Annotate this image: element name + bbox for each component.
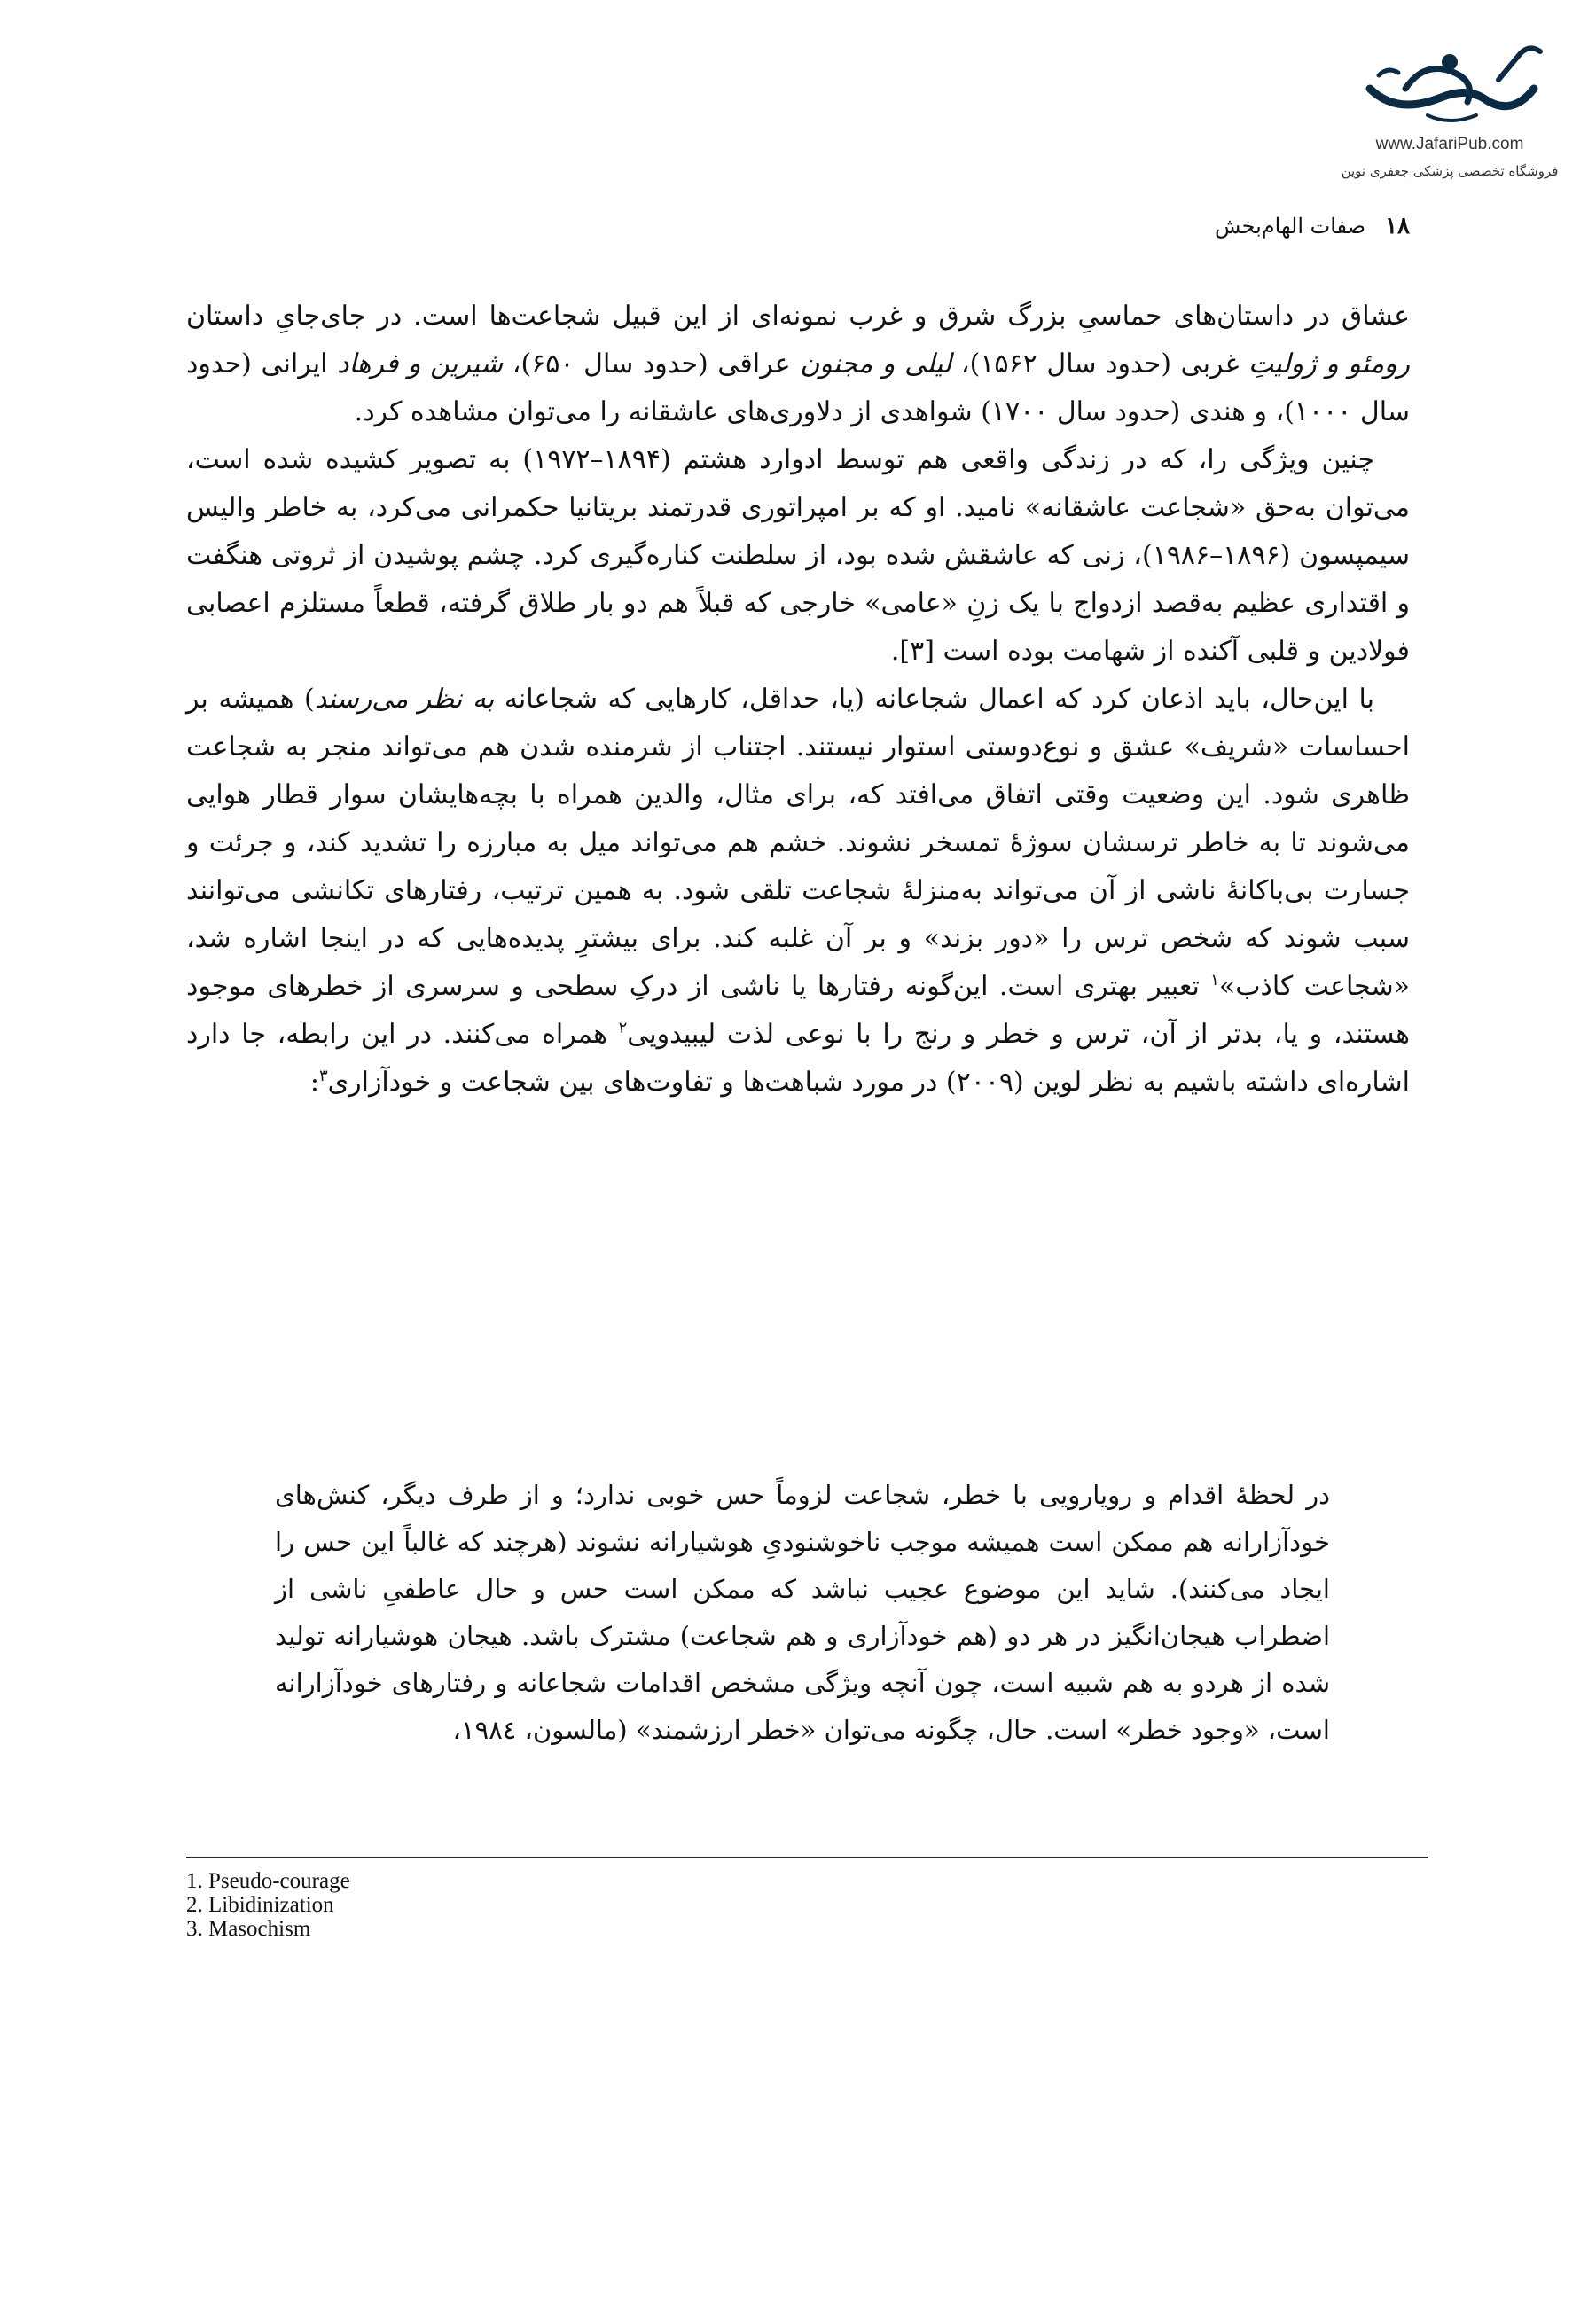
main-text (186, 293, 1410, 1107)
jafari-calligraphy-logo-icon (1343, 27, 1556, 133)
italic-title: رومئو و ژولیتِ (1248, 348, 1410, 379)
text-run: عشاق در داستان‌های حماسیِ بزرگ شرق و غرب نمونه‌ای از این قبیل شجاعت‌ها است. در جای‌جایِ داستان (186, 301, 1410, 332)
page-number: ۱۸ (1385, 213, 1410, 239)
italic-phrase: به نظر می‌رسند (314, 684, 495, 715)
publisher-website: www.JafariPub.com (1375, 135, 1524, 153)
publisher-logo (1334, 27, 1565, 195)
text-run: عراقی (حدود سال ۶۵۰)، (503, 348, 801, 379)
running-header (1215, 213, 1410, 239)
footnote-2: 2. Libidinization (186, 1893, 334, 1917)
block-quote: در لحظهٔ اقدام و رویارویی با خطر، شجاعت لزوماً حس خوبی ندارد؛ و از طرف دیگر، کنش‌های خودآزارانه هم ممکن است همیشه موجب ناخوشنودیِ هوشیارانه نشوند (هرچند که غالباً این حس را ایجاد می‌کنند). شاید این موضوع عجیب نباشد که ممکن است حس و حال عاطفیِ ناشی از اضطراب هیجان‌انگیز در هر دو (هم خودآزاری و هم شجاعت) مشترک باشد. هیجان هوشیارانه تولید شده از هردو به هم شبیه است، چون آنچه ویژگی مشخص اقدامات شجاعانه و رفتارهای خودآزارانه است، «وجود خطر» است. حال، چگونه می‌توان «خطر ارزشمند» (مالسون، ۱۹۸٤، (275, 1480, 1330, 1745)
footnote-1: 1. Pseudo-courage (186, 1869, 350, 1893)
paragraph-3 (186, 676, 1410, 1107)
book-title: صفات الهام‌بخش (1215, 214, 1366, 239)
text-run: تعبیر بهتری است. این‌گونه رفتارها یا ناشی از درکِ سطحی و سرسری از خطرهای موجود هستند، و یا، بدتر از آن، ترس و خطر و رنج را با نوعی لذت لیبیدویی (186, 971, 1410, 1050)
text-run: غربی (حدود سال ۱۵۶۲)، (951, 348, 1248, 379)
text-run: با این‌حال، باید اذعان کرد که اعمال شجاعانه (یا، حداقل، کارهایی که شجاعانه (494, 684, 1375, 715)
footnote-ref[interactable]: ۲ (618, 1019, 628, 1037)
footnote-divider (186, 1857, 1428, 1858)
footnotes (186, 1869, 350, 1941)
italic-title: لیلی و مجنون (800, 348, 952, 379)
publisher-store-name: فروشگاه تخصصی پزشکی جعفری نوین (1341, 163, 1559, 179)
italic-title: شیرین و فرهاد (337, 348, 504, 379)
text-run: ) همیشه بر احساسات «شریف» عشق و نوع‌دوستی استوار نیستند. اجتناب از شرمنده شدن هم می‌تواند منجر به شجاعت ظاهری شود. این وضعیت وقتی اتفاق می‌افتد که، برای مثال، والدین همراه با بچه‌هایشان سوار قطار هوایی می‌شوند تا به خاطر ترسشان سوژهٔ تمسخر نشوند. خشم هم می‌تواند میل به مبارزه را تشدید کند، و جرئت و جسارت بی‌باکانهٔ ناشی از آن می‌تواند به‌منزلهٔ شجاعت تلقی شود. به همین ترتیب، رفتارهای تکانشی می‌توانند سبب شوند که شخص ترس را «دور بزند» و بر آن غلبه کند. برای بیشترِ پدیده‌هایی که در اینجا اشاره شد، «شجاعت کاذب» (186, 684, 1410, 1002)
text-run: همراه می‌کنند. در این رابطه، جا دارد اشاره‌ای داشته باشیم به نظر لوین (۲۰۰۹) در مورد شباهت‌ها و تفاوت‌های بین شجاعت و خودآزاری (186, 1019, 1410, 1098)
paragraph-1 (186, 293, 1410, 436)
text-run: : (309, 1067, 319, 1098)
footnote-3: 3. Masochism (186, 1917, 311, 1941)
footnote-ref[interactable]: ۳ (318, 1067, 328, 1085)
footnote-ref[interactable]: ۱ (1210, 971, 1219, 990)
paragraph-2: چنین ویژگی را، که در زندگی واقعی هم توسط ادوارد هشتم (۱۸۹۴–۱۹۷۲) به تصویر کشیده شده است، می‌توان به‌حق «شجاعت عاشقانه» نامید. او که بر امپراتوری قدرتمند بریتانیا حکمرانی می‌کرد، به خاطر والیس سیمپسون (۱۸۹۶–۱۹۸۶)، زنی که عاشقش شده بود، از سلطنت کناره‌گیری کرد. چشم پوشیدن از ثروتی هنگفت و اقتداری عظیم به‌قصد ازدواج با یک زنِ «عامی» خارجی که قبلاً هم دو بار طلاق گرفته، قطعاً مستلزم اعصابی فولادین و قلبی آکنده از شهامت بوده است [۳]. (186, 444, 1410, 667)
text-run: ایرانی (حدود سال ۱۰۰۰)، و هندی (حدود سال ۱۷۰۰) شواهدی از دلاوری‌های عاشقانه را می‌توان مشاهده کرد. (186, 348, 1410, 427)
